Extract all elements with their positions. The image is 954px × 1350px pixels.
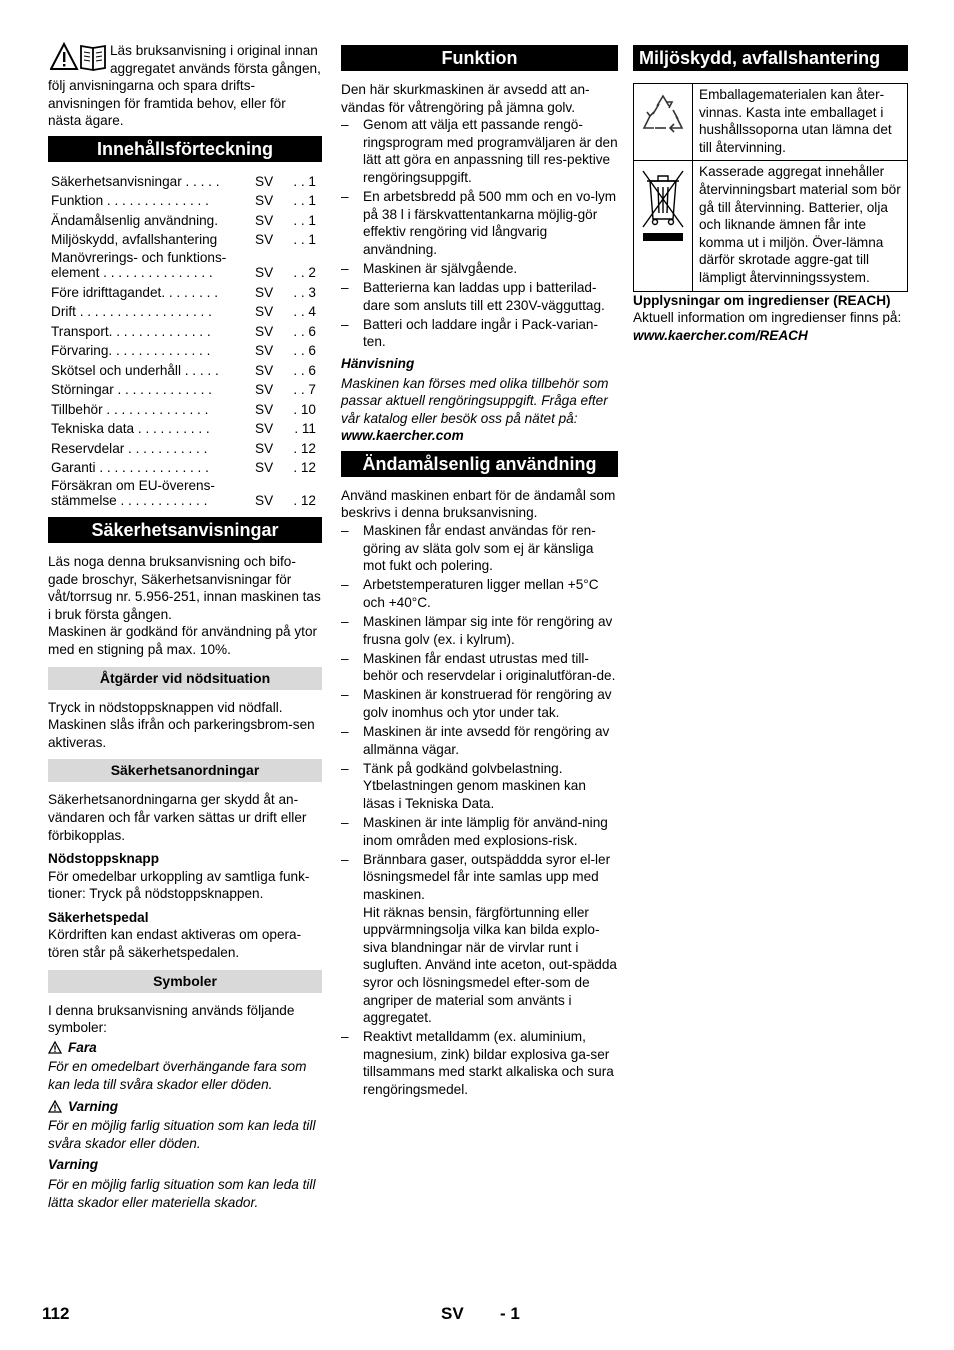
- toc-row: [48, 172, 322, 192]
- intro-text: Läs bruksanvisning i original innan aggregatet används första gången, följ anvisningarna och spara drifts-anvisningen för framtida behov, eller för nästa ägare.: [48, 43, 321, 129]
- list-item: – Maskinen är konstruerad för rengöring av golv inomhus och ytor under tak.: [341, 686, 618, 721]
- toc-table: [48, 172, 322, 511]
- intended-use-intro: Använd maskinen enbart för de ändamål som beskrivs i denna bruksanvisning.: [341, 487, 616, 521]
- toc-entry-page: . . 1: [293, 232, 316, 248]
- toc-entry-lang: SV: [255, 264, 274, 280]
- column-right: [633, 42, 908, 344]
- toc-entry-title: Skötsel och underhåll . . . . .: [51, 362, 219, 378]
- list-item: – Batteri och laddare ingår i Pack-varian-ten.: [341, 316, 618, 351]
- estop-heading: Nödstoppsknapp: [48, 851, 160, 867]
- toc-row: [48, 361, 322, 381]
- list-item: – Maskinen är inte avsedd för rengöring av allmänna vägar.: [341, 723, 618, 758]
- toc-entry-lang: SV: [255, 212, 274, 228]
- toc-entry-page: . . 4: [293, 304, 316, 320]
- footer-language: SV: [441, 1304, 464, 1323]
- toc-entry-lang: SV: [255, 362, 274, 378]
- footer-subpage: - 1: [500, 1304, 520, 1323]
- varning1-label: Varning: [68, 1098, 119, 1114]
- fara-text: För en omedelbart överhängande fara som kan leda till svåra skador eller döden.: [48, 1059, 307, 1093]
- toc-entry-page: . . 1: [293, 212, 316, 228]
- toc-row: [48, 458, 322, 478]
- toc-entry-lang: SV: [255, 284, 274, 300]
- safety-title: Säkerhetsanvisningar: [48, 517, 322, 543]
- toc-entry-title: Funktion . . . . . . . . . . . . . .: [51, 193, 209, 209]
- environment-table: [633, 83, 908, 292]
- toc-entry-page: . . 7: [293, 382, 316, 398]
- toc-entry-page: . . 6: [293, 323, 316, 339]
- toc-entry-lang: SV: [255, 492, 274, 508]
- disposal-text: Kasserade aggregat innehåller återvinningsbart material som bör gå till återvinning. Batterier, olja och liknande ämnen får inte komma ut i miljön. Över-lämna därför skrotade aggre-gat till lämpligt återvinningssystem.: [693, 161, 908, 291]
- emergency-heading: Åtgärder vid nödsituation: [48, 667, 322, 690]
- intended-use-list: [341, 522, 618, 1099]
- reach-url: www.kaercher.com/REACH: [633, 327, 808, 343]
- fara-label: Fara: [68, 1039, 97, 1055]
- toc-entry-lang: SV: [255, 382, 274, 398]
- toc-entry-lang: SV: [255, 440, 274, 456]
- toc-entry-title: Tillbehör . . . . . . . . . . . . . .: [51, 401, 209, 417]
- toc-entry-page: . 11: [294, 421, 316, 437]
- toc-row: [48, 439, 322, 459]
- list-item: – Brännbara gaser, outspäddda syror el-ler lösningsmedel får inte samlas upp med maskinen. Hit räknas bensin, färgförtunning eller uppvärmningsolja vilka kan bilda explo-siva blandningar när de virvlar runt i sugluften. Använd inte aceton, out-spädda syror och lösningsmedel efter-som de angriper de material som använts i aggregatet.: [341, 851, 618, 1027]
- toc-entry-page: . . 2: [293, 264, 316, 280]
- list-item: – Maskinen lämpar sig inte för rengöring av frusna golv (ex. i kylrum).: [341, 613, 618, 648]
- list-item: – Tänk på godkänd golvbelastning. Ytbelastningen genom maskinen kan läsas i Tekniska Data.: [341, 760, 618, 813]
- warning-manual-icon: [50, 42, 108, 72]
- toc-entry-lang: SV: [255, 232, 274, 248]
- function-intro: Den här skurkmaskinen är avsedd att an-vändas för våtrengöring på jämna golv.: [341, 82, 590, 115]
- recycle-icon: [638, 88, 688, 150]
- list-item: – Genom att välja ett passande rengö-ringsprogram med programväljaren är den lätt att göra en anpassning till res-pektive rengöringsuppgift.: [341, 116, 618, 186]
- toc-entry-page: . 12: [293, 440, 316, 456]
- fara-label-row: [48, 1039, 322, 1057]
- toc-entry-title: Garanti . . . . . . . . . . . . . . .: [51, 460, 209, 476]
- column-middle: [341, 42, 618, 1100]
- toc-title: Innehållsförteckning: [48, 136, 322, 162]
- toc-entry-title: Försäkran om EU-överens- stämmelse . . . . . . . . . . . .: [51, 477, 215, 508]
- toc-row: [48, 302, 322, 322]
- toc-entry-title: Drift . . . . . . . . . . . . . . . . . .: [51, 304, 212, 320]
- varning2-text: För en möjlig farlig situation som kan leda till lätta skador eller materiella skador.: [48, 1177, 316, 1210]
- safety-devices-heading: Säkerhetsanordningar: [48, 759, 322, 782]
- toc-row: [48, 211, 322, 231]
- toc-row: [48, 400, 322, 420]
- symbols-intro: I denna bruksanvisning används följande symboler:: [48, 1002, 295, 1036]
- toc-entry-title: Transport. . . . . . . . . . . . . .: [51, 323, 211, 339]
- toc-entry-title: Säkerhetsanvisningar . . . . .: [51, 173, 220, 189]
- toc-entry-page: . 10: [293, 401, 316, 417]
- toc-row: [48, 478, 322, 511]
- safety-paragraph-1: Läs noga denna bruksanvisning och bifo-gade broschyr, Säkerhetsanvisningar för våt/torrsug nr. 5.956-251, innan maskinen tas i bruk första gången.: [48, 553, 321, 622]
- toc-entry-lang: SV: [255, 304, 274, 320]
- function-title: Funktion: [341, 45, 618, 71]
- toc-row: [48, 250, 322, 283]
- list-item: – Maskinen är självgående.: [341, 260, 618, 278]
- crossed-bin-icon: [638, 165, 688, 245]
- page-number: 112: [42, 1304, 70, 1323]
- reach-text: Aktuell information om ingredienser finns på:: [633, 310, 902, 326]
- toc-entry-lang: SV: [255, 401, 274, 417]
- toc-entry-title: Före idrifttagandet. . . . . . . .: [51, 284, 218, 300]
- function-list: [341, 116, 618, 351]
- list-item: – Maskinen får endast utrustas med till-behör och reservdelar i originalutföran-de.: [341, 650, 618, 685]
- toc-entry-lang: SV: [255, 343, 274, 359]
- varning1-text: För en möjlig farlig situation som kan leda till svåra skador eller döden.: [48, 1118, 316, 1151]
- note-heading: Hänvisning: [341, 355, 415, 371]
- toc-entry-page: . . 6: [293, 343, 316, 359]
- varning2-label: Varning: [48, 1157, 99, 1173]
- reach-heading: Upplysningar om ingredienser (REACH): [633, 292, 891, 308]
- toc-entry-lang: SV: [255, 421, 274, 437]
- disposal-row: [634, 161, 908, 291]
- list-item: – Arbetstemperaturen ligger mellan +5°C och +40°C.: [341, 576, 618, 611]
- warning-triangle-icon: [48, 1100, 62, 1113]
- varning1-label-row: [48, 1098, 322, 1116]
- toc-entry-title: Miljöskydd, avfallshantering: [51, 232, 218, 248]
- warning-triangle-icon: [48, 1041, 62, 1054]
- safety-paragraph-2: Maskinen är godkänd för användning på ytor med en stigning på max. 10%.: [48, 624, 318, 657]
- note-text: Maskinen kan förses med olika tillbehör som passar aktuell rengöringsuppgift. Fråga efter vår katalog eller besök oss på nätet på:: [341, 375, 609, 426]
- toc-entry-title: Störningar . . . . . . . . . . . . .: [51, 382, 212, 398]
- disposal-icon-cell: [634, 161, 693, 291]
- symbols-heading: Symboler: [48, 970, 322, 993]
- note-url: www.kaercher.com: [341, 428, 464, 444]
- toc-row: [48, 191, 322, 211]
- intro-block: [48, 42, 322, 130]
- list-item: – En arbetsbredd på 500 mm och en vo-lym på 38 l i färskvattentankarna möjlig-gör effektiv rengöring vid långvarig användning.: [341, 188, 618, 258]
- toc-row: [48, 283, 322, 303]
- recycle-row: [634, 84, 908, 161]
- toc-row: [48, 230, 322, 250]
- list-item: – Batterierna kan laddas upp i batterilad-dare som ansluts till ett 230V-vägguttag.: [341, 279, 618, 314]
- environment-title: Miljöskydd, avfallshantering: [633, 45, 908, 71]
- toc-entry-title: Reservdelar . . . . . . . . . . .: [51, 440, 208, 456]
- toc-entry-lang: SV: [255, 323, 274, 339]
- toc-entry-title: Manövrerings- och funktions- element . . . . . . . . . . . . . . .: [51, 249, 227, 280]
- toc-entry-page: . 12: [293, 492, 316, 508]
- pedal-text: Kördriften kan endast aktiveras om opera-tören står på säkerhetspedalen.: [48, 927, 302, 961]
- toc-entry-title: Förvaring. . . . . . . . . . . . . .: [51, 343, 211, 359]
- toc-entry-title: Tekniska data . . . . . . . . . .: [51, 421, 210, 437]
- recycle-icon-cell: [634, 84, 693, 161]
- safety-devices-text: Säkerhetsanordningarna ger skydd åt an-vändaren och får varken sättas ur drift eller förbikopplas.: [48, 792, 307, 843]
- toc-row: [48, 419, 322, 439]
- toc-entry-lang: SV: [255, 193, 274, 209]
- toc-row: [48, 380, 322, 400]
- toc-entry-page: . . 1: [293, 193, 316, 209]
- emergency-text: Tryck in nödstoppsknappen vid nödfall. Maskinen slås ifrån och parkeringsbrom-sen aktiveras.: [48, 699, 315, 750]
- toc-entry-lang: SV: [255, 460, 274, 476]
- list-item: – Maskinen är inte lämplig för använd-ning inom områden med explosions-risk.: [341, 814, 618, 849]
- toc-row: [48, 322, 322, 342]
- toc-entry-title: Ändamålsenlig användning.: [51, 212, 219, 228]
- toc-row: [48, 341, 322, 361]
- list-item: – Maskinen får endast användas för ren-göring av släta golv som ej är känsliga mot fukt och polering.: [341, 522, 618, 575]
- toc-entry-page: . . 6: [293, 362, 316, 378]
- toc-entry-page: . 12: [293, 460, 316, 476]
- recycle-text: Emballagematerialen kan åter-vinnas. Kasta inte emballaget i hushållssoporna utan lämna det till återvinning.: [693, 84, 908, 161]
- estop-text: För omedelbar urkoppling av samtliga funk-tioner: Tryck på nödstoppsknappen.: [48, 868, 310, 902]
- list-item: – Reaktivt metalldamm (ex. aluminium, magnesium, zink) bildar explosiva ga-ser tillsammans med starkt alkaliska och sura rengöringsmedel.: [341, 1028, 618, 1098]
- column-left: [48, 42, 322, 1211]
- pedal-heading: Säkerhetspedal: [48, 909, 149, 925]
- toc-entry-page: . . 3: [293, 284, 316, 300]
- intended-use-title: Ändamålsenlig användning: [341, 451, 618, 477]
- toc-entry-lang: SV: [255, 173, 274, 189]
- toc-entry-page: . . 1: [293, 173, 316, 189]
